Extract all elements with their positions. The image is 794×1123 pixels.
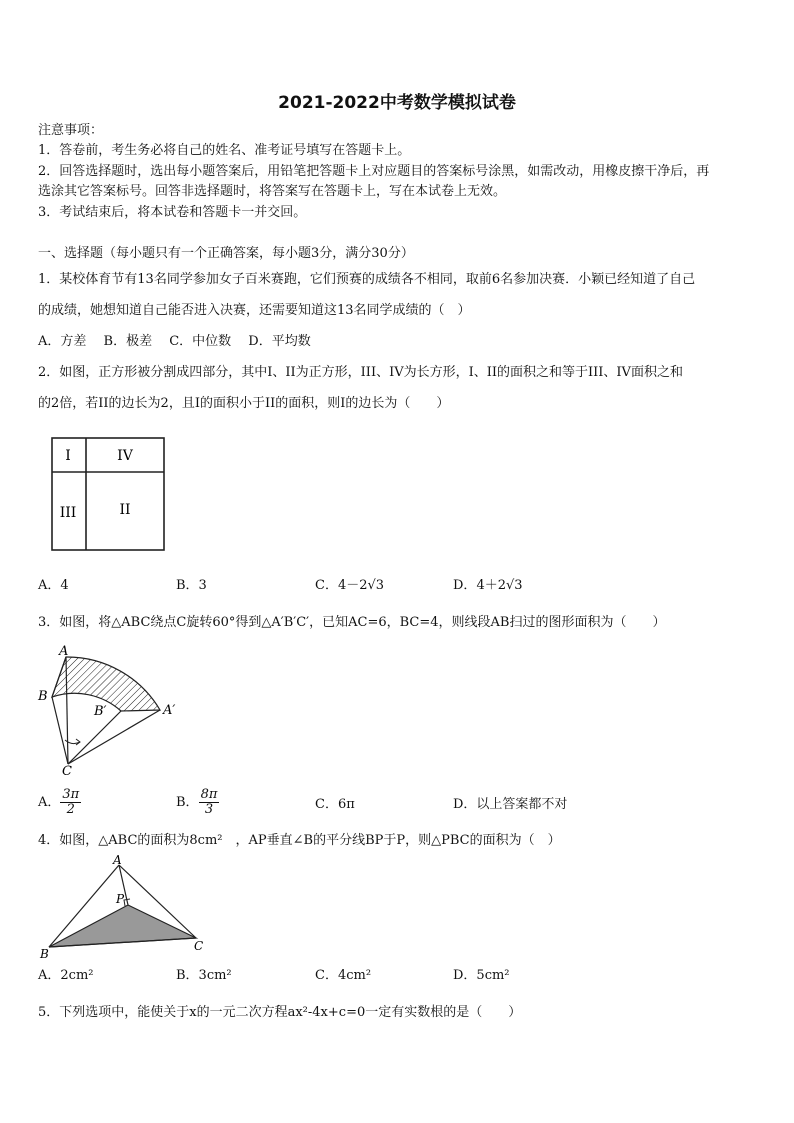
point-A-prime: A′ <box>163 703 176 718</box>
q1-text-line1: 1．某校体育节有13名同学参加女子百米赛跑，它们预赛的成绩各不相同，取前6名参加决赛．小颖已经知道了自己 <box>38 272 696 287</box>
q2-option-d-math: 4＋2√3 <box>476 578 523 593</box>
q3-option-a: A． $\frac{3\pi}{2}$ <box>38 787 80 817</box>
q4-option-a: A．2cm² <box>38 968 94 983</box>
q4-text-line1: 4．如图，△ABC的面积为8cm² ，AP垂直∠B的平分线BP于P，则△PBC的面积为（ ） <box>38 833 561 848</box>
notice-item-1: 1．答卷前，考生务必将自己的姓名、准考证号填写在答题卡上。 <box>38 143 411 158</box>
q2-text-line2: 的2倍，若II的边长为2，且I的面积小于II的面积，则I的边长为（ ） <box>38 396 450 411</box>
notice-item-2-cont: 选涂其它答案标号。回答非选择题时，将答案写在答题卡上，写在本试卷上无效。 <box>38 184 507 199</box>
q3-option-d: D．以上答案都不对 <box>453 797 568 812</box>
q4-option-b: B．3cm² <box>176 968 232 983</box>
point-B: B <box>40 947 49 961</box>
q2-square-figure <box>48 434 170 556</box>
point-A: A <box>113 853 122 867</box>
q5-text-line1: 5．下列选项中，能使关于x的一元二次方程ax²-4x+c=0一定有实数根的是（ ） <box>38 1005 522 1020</box>
notice-item-3: 3．考试结束后，将本试卷和答题卡一并交回。 <box>38 205 307 220</box>
label-II: II <box>119 502 131 518</box>
point-B-prime: B′ <box>94 704 107 719</box>
label-IV: IV <box>117 448 133 464</box>
q4-triangle-figure <box>36 852 212 962</box>
point-P: P <box>116 892 125 906</box>
point-A: A <box>59 644 69 659</box>
notice-heading: 注意事项： <box>38 123 104 138</box>
point-B: B <box>38 689 48 704</box>
point-C: C <box>194 939 204 953</box>
q3-option-c: C．6π <box>315 797 355 812</box>
q2-text-line1: 2．如图，正方形被分割成四部分，其中I、II为正方形，III、IV为长方形，I、II的面积之和等于III、IV面积之和 <box>38 365 683 380</box>
q3-option-a-denominator: 2 <box>66 802 75 817</box>
q2-option-c-math: 4－2√3 <box>337 578 385 593</box>
q2-option-d: D．4＋2√3 <box>453 578 523 593</box>
q2-option-a: A．4 <box>38 578 69 593</box>
q1-options: A．方差 B．极差 C．中位数 D．平均数 <box>38 334 311 349</box>
section-heading: 一、选择题（每小题只有一个正确答案，每小题3分，满分30分） <box>38 246 414 261</box>
q3-option-b: B． $\frac{8\pi}{3}$ <box>176 787 218 817</box>
q4-option-d: D．5cm² <box>453 968 510 983</box>
q2-option-b: B．3 <box>176 578 207 593</box>
q3-text-line1: 3．如图，将△ABC绕点C旋转60°得到△A′B′C′，已知AC=6，BC=4，则线段AB扫过的图形面积为（ ） <box>38 615 666 630</box>
label-I: I <box>65 448 71 464</box>
q4-option-c: C．4cm² <box>315 968 372 983</box>
point-C: C <box>62 764 72 778</box>
label-III: III <box>59 505 77 521</box>
q2-option-c: C．4－2√3 <box>315 578 385 593</box>
notice-item-2: 2．回答选择题时，选出每小题答案后，用铅笔把答题卡上对应题目的答案标号涂黑，如需改动，用橡皮擦干净后，再 <box>38 164 710 179</box>
q3-option-a-numerator: 3π <box>62 787 80 802</box>
q1-text-line2: 的成绩，她想知道自己能否进入决赛，还需要知道这13名同学成绩的（ ） <box>38 303 471 318</box>
q3-option-b-numerator: 8π <box>200 787 218 802</box>
q3-rotation-figure <box>32 640 182 778</box>
q3-option-b-denominator: 3 <box>204 802 214 817</box>
page-title: 2021-2022中考数学模拟试卷 <box>278 93 516 113</box>
